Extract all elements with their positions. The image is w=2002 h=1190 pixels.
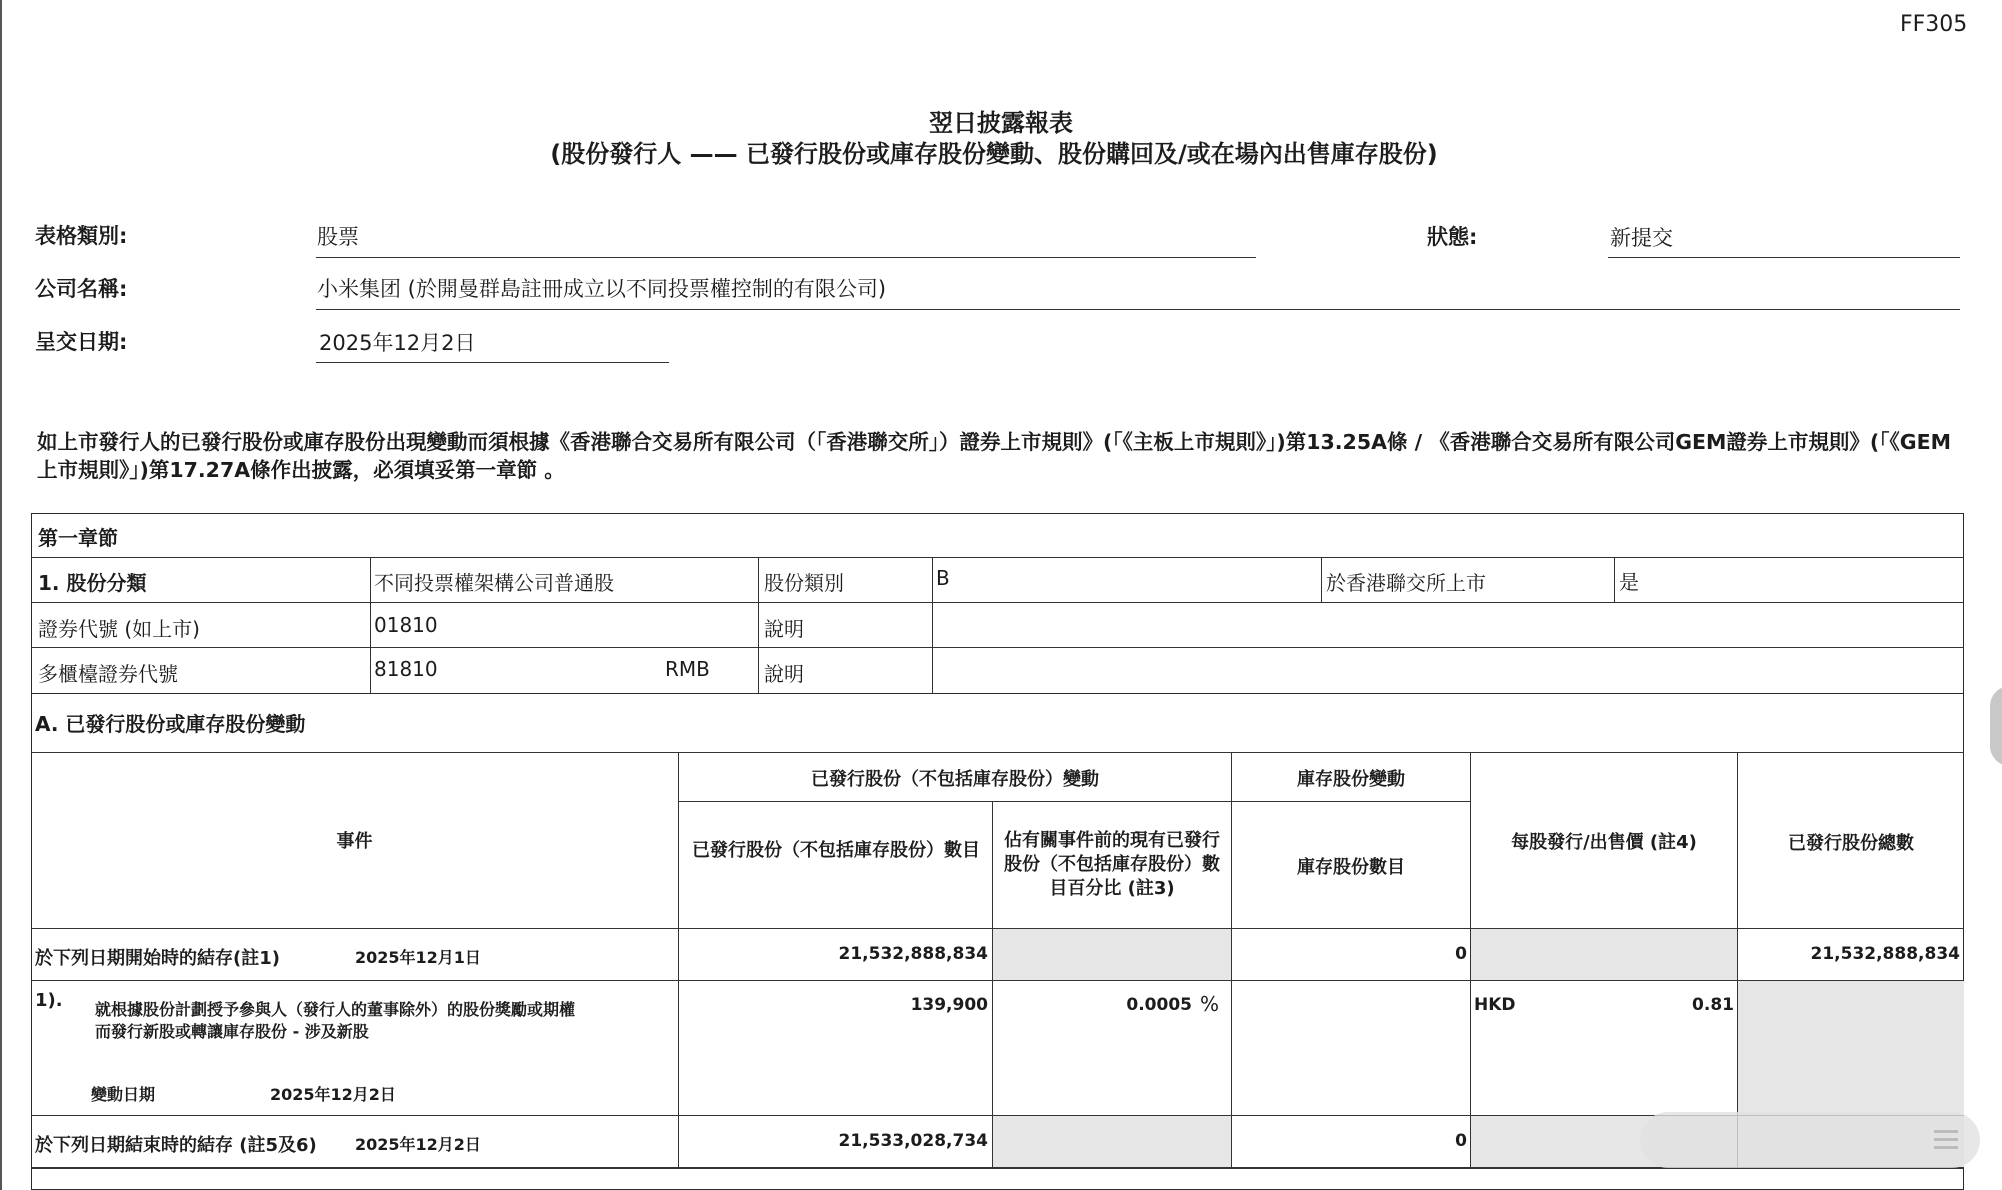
gray-cell	[993, 929, 1231, 980]
share-type-label: 股份類別	[764, 571, 844, 595]
sectionA-vrule	[678, 752, 679, 1167]
status-underline	[1608, 257, 1960, 258]
section1-rule	[31, 602, 1964, 603]
sectionA-rule	[679, 801, 1470, 802]
section1-vrule	[932, 557, 933, 694]
menu-lines-icon[interactable]	[1930, 1124, 1964, 1156]
company-value: 小米集团 (於開曼群島註冊成立以不同投票權控制的有限公司)	[317, 277, 887, 301]
sectionA-vrule	[1470, 752, 1471, 1167]
event-pct-unit: %	[1200, 992, 1220, 1016]
opening-date: 2025年12月1日	[355, 948, 481, 967]
closing-label: 於下列日期結束時的結存 (註5及6)	[35, 1135, 317, 1156]
opening-issued: 21,532,888,834	[838, 944, 988, 964]
stock-code-label: 證券代號 (如上市)	[38, 617, 200, 641]
event-price: 0.81	[1692, 995, 1734, 1015]
side-scroll-handle[interactable]	[1990, 686, 2002, 766]
section1-vrule	[758, 557, 759, 694]
section1-vrule	[1321, 557, 1322, 602]
date-underline	[316, 362, 669, 363]
col-issued-group: 已發行股份（不包括庫存股份）變動	[811, 769, 1099, 790]
event-number: 1).	[35, 990, 63, 1011]
section1-rule	[31, 647, 1964, 648]
sectionA-rule	[31, 928, 1964, 929]
stock-code-desc-label: 說明	[764, 617, 804, 641]
status-value: 新提交	[1610, 226, 1673, 250]
stock-code-value: 01810	[374, 613, 438, 637]
multi-counter-value: 81810	[374, 657, 438, 681]
col-issued-num: 已發行股份（不包括庫存股份）數目	[692, 840, 980, 861]
sectionA-vrule	[992, 801, 993, 1167]
floating-toolbar[interactable]	[1640, 1112, 1980, 1168]
share-type-value: B	[936, 566, 950, 590]
col-treasury-num: 庫存股份數目	[1297, 857, 1405, 878]
event-pct: 0.0005	[1126, 995, 1192, 1015]
col-event: 事件	[336, 831, 373, 852]
gray-cell	[1471, 929, 1737, 980]
section1-vrule	[370, 557, 371, 694]
change-date-label: 變動日期	[91, 1085, 156, 1104]
form-type-label: 表格類別:	[35, 224, 128, 248]
event-desc-line1: 就根據股份計劃授予參與人（發行人的董事除外）的股份獎勵或期權	[95, 1000, 576, 1019]
col-issued-pct: 佔有關事件前的現有已發行股份（不包括庫存股份）數目百分比 (註3)	[1004, 830, 1220, 899]
gray-cell	[993, 1116, 1231, 1167]
status-label: 狀態:	[1427, 225, 1478, 249]
page-left-edge	[0, 0, 2, 1190]
change-date-value: 2025年12月2日	[270, 1085, 396, 1104]
page-title: 翌日披露報表	[929, 109, 1073, 137]
closing-issued: 21,533,028,734	[838, 1131, 988, 1151]
event-issued: 139,900	[910, 995, 988, 1015]
section1-rule	[31, 557, 1964, 558]
date-label: 呈交日期:	[35, 330, 128, 354]
closing-date: 2025年12月2日	[355, 1135, 481, 1154]
section1-table	[31, 513, 1964, 694]
closing-treasury: 0	[1455, 1131, 1467, 1151]
form-type-value: 股票	[317, 225, 359, 249]
intro-paragraph: 如上市發行人的已發行股份或庫存股份出現變動而須根據《香港聯合交易所有限公司（「香港聯交所」）證券上市規則》(「《主板上市規則》」)第13.25A條 / 《香港聯合交易所有限公司GEM證券上市規則》(「《GEM上市規則》」)第17.27A條作出披露，必須填妥第一章節 。	[37, 430, 1952, 482]
company-label: 公司名稱:	[35, 277, 128, 301]
event-currency: HKD	[1474, 995, 1516, 1015]
col-price: 每股發行/出售價 (註4)	[1511, 832, 1697, 853]
company-underline	[316, 309, 1960, 310]
listed-value: 是	[1619, 570, 1639, 594]
multi-counter-currency: RMB	[665, 657, 710, 681]
page-subtitle: (股份發行人 —— 已發行股份或庫存股份變動、股份購回及/或在場內出售庫存股份)	[550, 140, 1438, 168]
share-class-value: 不同投票權架構公司普通股	[374, 571, 614, 595]
share-class-label: 1. 股份分類	[38, 571, 147, 595]
sectionA-heading: A. 已發行股份或庫存股份變動	[35, 712, 306, 736]
col-total: 已發行股份總數	[1788, 833, 1914, 854]
sectionA-rule	[31, 752, 1964, 753]
opening-treasury: 0	[1455, 944, 1467, 964]
section1-vrule	[1614, 557, 1615, 602]
opening-label: 於下列日期開始時的結存(註1)	[35, 948, 280, 969]
listed-label: 於香港聯交所上市	[1326, 571, 1486, 595]
multi-counter-label: 多櫃檯證券代號	[38, 662, 178, 686]
form-type-underline	[316, 257, 1256, 258]
event-desc-line2: 而發行新股或轉讓庫存股份 - 涉及新股	[95, 1022, 369, 1041]
col-treasury-group: 庫存股份變動	[1297, 769, 1405, 790]
opening-total: 21,532,888,834	[1810, 944, 1960, 964]
sectionA-rule	[31, 980, 1964, 981]
form-code: FF305	[1900, 12, 1968, 37]
multi-counter-desc-label: 說明	[764, 662, 804, 686]
date-value: 2025年12月2日	[319, 331, 476, 355]
section1-heading: 第一章節	[38, 526, 118, 550]
